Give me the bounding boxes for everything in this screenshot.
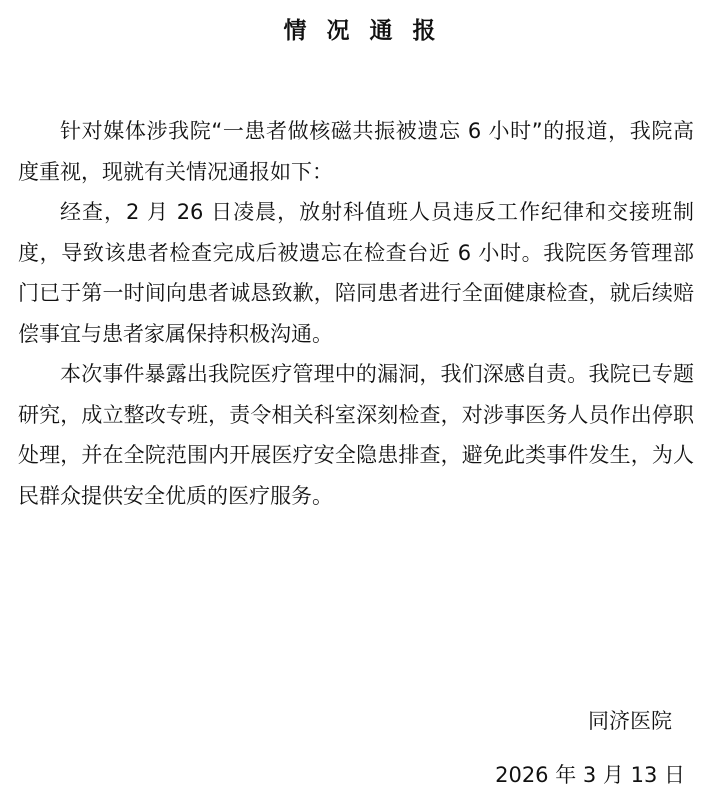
signature-organization: 同济医院: [588, 709, 672, 733]
document-body: [18, 111, 694, 516]
paragraph-measures: 本次事件暴露出我院医疗管理中的漏洞，我们深感自责。我院已专题研究，成立整改专班，责令相关科室深刻检查，对涉事医务人员作出停职处理，并在全院范围内开展医疗安全隐患排查，避免此类事件发生，为人民群众提供安全优质的医疗服务。: [18, 362, 694, 508]
signature-date: 2026 年 3 月 13 日: [495, 763, 685, 787]
document-title: 情况通报: [283, 18, 456, 44]
paragraph-intro: 针对媒体涉我院“一患者做核磁共振被遗忘 6 小时”的报道，我院高度重视，现就有关情况通报如下：: [18, 119, 694, 184]
paragraph-findings: 经查，2 月 26 日凌晨，放射科值班人员违反工作纪律和交接班制度，导致该患者检查完成后被遗忘在检查台近 6 小时。我院医务管理部门已于第一时间向患者诚恳致歉，陪同患者进行全面健康检查，就后续赔偿事宜与患者家属保持积极沟通。: [18, 200, 694, 346]
